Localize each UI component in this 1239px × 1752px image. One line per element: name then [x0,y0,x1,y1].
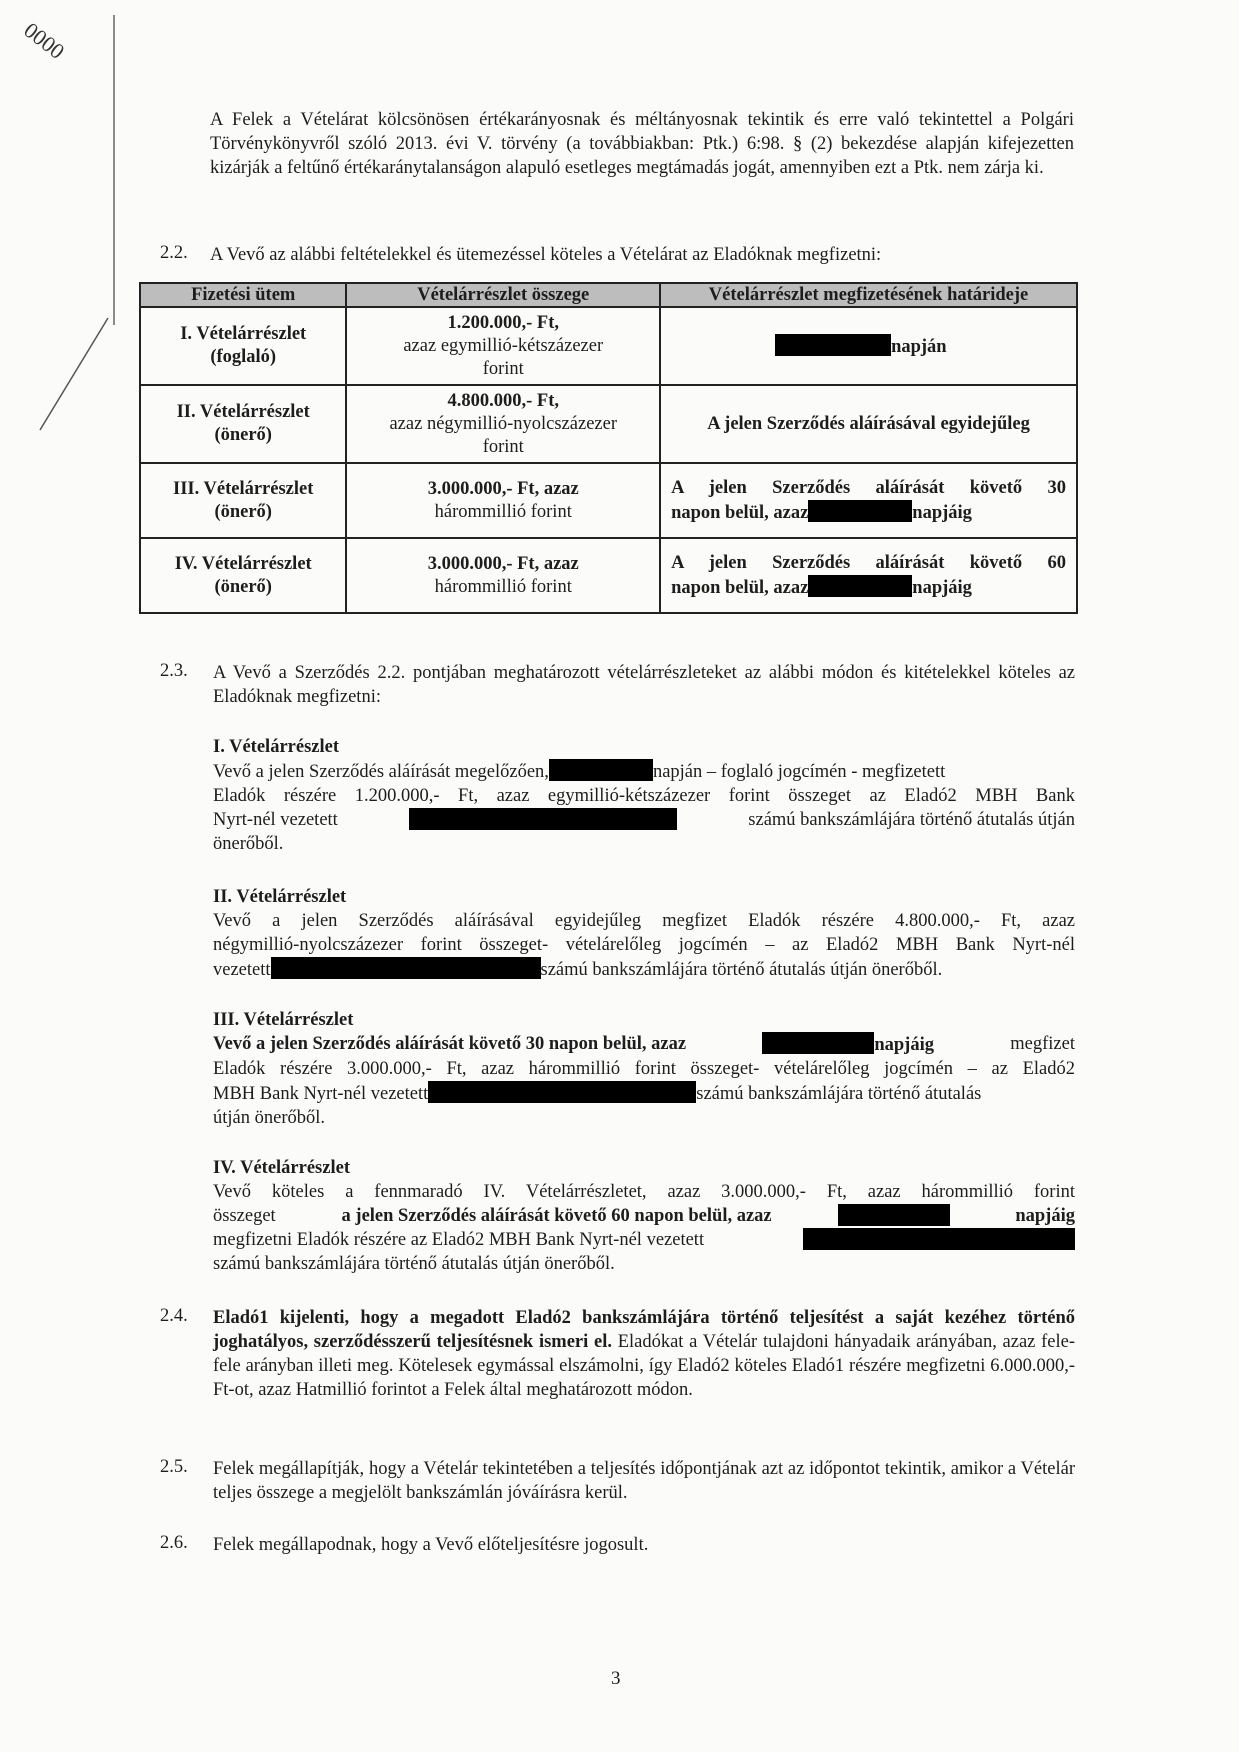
redacted-account-number [271,957,541,979]
intro-paragraph: A Felek a Vételárat kölcsönösen értékarányosnak és méltányosnak tekintik és erre való tekintettel a Polgári Törvénykönyvről szóló 2013. évi V. törvény (a továbbiakban: Ptk.) 6:98. § (2) bekezdése alapján kifejezetten kizárják a feltűnő értékaránytalanságon alapuló esetleges megtámadás jogát, amennyiben ezt a Ptk. nem zárja ki. [210,110,1074,178]
redacted-date [808,575,912,597]
installment-2-text: vezetett [213,960,271,980]
margin-scan-line [0,0,140,600]
installment-2-text: Vevő a jelen Szerződés aláírásával egyidejűleg megfizet Eladók részére 4.800.000,- Ft, azaz [213,911,1075,931]
term-label: I. Vételárrészlet [180,324,307,344]
section-2-2-text: A Vevő az alábbi feltételekkel és ütemezéssel köteles a Vételárat az Eladóknak megfizetni: [210,245,882,265]
redacted-date [838,1204,950,1226]
installment-4-text: megfizetni Eladók részére az Eladó2 MBH Bank Nyrt-nél vezetett [213,1230,705,1250]
installment-3-text: megfizet [1010,1034,1075,1054]
table-row [140,307,1077,385]
term-cell [140,385,346,463]
section-2-4-rest: Eladókat a Vételár tulajdoni hányadaik arányában, azaz fele-fele arányban illeti meg. Kötelesek egymással elszámolni, így Eladó2 köteles Eladó1 részére megfizetni 6.000.000,- Ft-ot, azaz Hatmillió forintot a Felek által meghatározott módon. [213,1332,1075,1400]
payment-schedule-table [139,282,1078,614]
header-installment-deadline: Vételárrészlet megfizetésének határideje [660,283,1077,307]
installment-4-text: számú bankszámlájára történő átutalás útján önerőből. [213,1254,615,1274]
table-row [140,385,1077,463]
installment-1-heading: I. Vételárrészlet [213,737,340,757]
term-label: II. Vételárrészlet [176,402,310,422]
redacted-date [549,759,653,781]
redacted-account-number [409,808,677,830]
deadline-line-2: napon belül, azaz [671,502,809,523]
deadline-cell [660,307,1077,385]
term-type: (önerő) [214,501,272,522]
amount-cell [346,538,660,613]
installment-1-text: önerőből. [213,834,284,854]
amount-words: azaz négymillió-nyolcszázezer [389,413,617,434]
term-type: (önerő) [214,576,272,597]
installment-1-text: Vevő a jelen Szerződés aláírását megelőzően, [213,762,549,782]
section-2-4-text [213,1306,1075,1402]
section-number-2-6: 2.6. [160,1533,188,1553]
installment-3-text: Eladók részére 3.000.000,- Ft, azaz hárommillió forint összeget- vételárelőleg jogcímén – az Eladó2 [213,1059,1075,1079]
redacted-date [775,334,891,356]
section-2-5-text: Felek megállapítják, hogy a Vételár tekintetében a teljesítés időpontjának azt az időpontot tekintik, amikor a Vételár teljes összege a megjelölt bankszámlán jóváírásra kerül. [213,1459,1075,1503]
table-row [140,538,1077,613]
deadline-line-1: A jelen Szerződés aláírását követő 60 [671,552,1066,573]
redacted-account-number [803,1228,1075,1250]
installment-1-text: Nyrt-nél vezetett [213,810,338,830]
installment-3-text: Vevő a jelen Szerződés aláírását követő 30 napon belül, azaz [213,1034,687,1054]
amount-value: 3.000.000,- Ft, azaz [427,553,579,574]
amount-cell [346,463,660,538]
amount-value: 4.800.000,- Ft, [447,390,559,411]
redacted-account-number [428,1081,696,1103]
installment-3-text: útján önerőből. [213,1108,326,1128]
redacted-date [808,500,912,522]
term-label: III. Vételárrészlet [173,478,314,499]
installment-4-heading: IV. Vételárrészlet [213,1158,350,1178]
installment-4-text: Vevő köteles a fennmaradó IV. Vételárrészletet, azaz 3.000.000,- Ft, azaz hárommillió forint [213,1182,1075,1202]
amount-cell [346,307,660,385]
amount-value: 3.000.000,- Ft, azaz [427,478,579,499]
term-cell [140,307,346,385]
installment-3-text: napjáig [874,1035,934,1055]
installment-1-block [213,735,1075,856]
amount-value: 1.200.000,- Ft, [447,312,559,333]
amount-words: azaz egymillió-kétszázezer [403,335,604,356]
term-type: (foglaló) [210,347,277,367]
term-label: IV. Vételárrészlet [174,553,312,574]
page-number: 3 [611,1668,621,1689]
installment-3-text: számú bankszámlájára történő átutalás [696,1084,982,1104]
installment-4-text: a jelen Szerződés aláírását követő 60 napon belül, azaz [341,1206,772,1226]
deadline-line-1: A jelen Szerződés aláírását követő 30 [671,477,1066,498]
section-2-6-text: Felek megállapodnak, hogy a Vevő előteljesítésre jogosult. [213,1535,649,1555]
deadline-text: napján [891,336,947,357]
term-cell [140,538,346,613]
deadline-cell [660,463,1077,538]
section-number-2-5: 2.5. [160,1457,188,1477]
installment-1-text: Eladók részére 1.200.000,- Ft, azaz egymillió-kétszázezer forint összeget az Eladó2 MBH Bank [213,786,1075,806]
installment-3-text: MBH Bank Nyrt-nél vezetett [213,1084,429,1104]
amount-words-cont: forint [482,436,524,457]
section-number-2-2: 2.2. [160,243,188,263]
installment-4-text: napjáig [1015,1206,1075,1226]
term-cell [140,463,346,538]
installment-4-text: összeget [213,1206,276,1226]
header-installment-amount: Vételárrészlet összege [346,283,660,307]
installment-3-block [213,1008,1075,1130]
deadline-cell: A jelen Szerződés aláírásával egyidejűleg [660,385,1077,463]
amount-words-cont: forint [482,358,524,379]
section-number-2-3: 2.3. [160,661,188,681]
table-row [140,463,1077,538]
table-header-row [140,283,1077,307]
section-number-2-4: 2.4. [160,1306,188,1326]
section-2-3-text: A Vevő a Szerződés 2.2. pontjában meghatározott vételárrészleteket az alábbi módon és kitételekkel köteles az Eladóknak megfizetni: [213,663,1075,707]
amount-words: hárommillió forint [434,501,572,522]
amount-cell [346,385,660,463]
deadline-suffix: napjáig [912,502,972,523]
amount-words: hárommillió forint [434,576,572,597]
redacted-date [762,1032,874,1054]
deadline-suffix: napjáig [912,577,972,598]
installment-1-text: napján – foglaló jogcímén - megfizetett [652,762,946,782]
term-type: (önerő) [214,425,272,445]
installment-4-block [213,1156,1075,1276]
deadline-cell [660,538,1077,613]
installment-2-text: négymillió-nyolcszázezer forint összeget- vételárelőleg jogcímén – az Eladó2 MBH Bank Nyrt-nél [213,935,1075,955]
header-payment-term: Fizetési ütem [140,283,346,307]
corner-mark: 0000 [19,17,70,65]
installment-2-block [213,885,1075,982]
installment-2-heading: II. Vételárrészlet [213,887,347,907]
installment-1-text: számú bankszámlájára történő átutalás útján [748,810,1075,830]
installment-2-text: számú bankszámlájára történő átutalás útján önerőből. [540,960,943,980]
section-2-4-bold: Eladó1 kijelenti, hogy a megadott Eladó2 bankszámlájára történő teljesítést a saját kezéhez történő joghatályos, szerződésszerű teljesítésnek ismeri el. [213,1308,1075,1352]
deadline-line-2: napon belül, azaz [671,577,809,598]
installment-3-heading: III. Vételárrészlet [213,1010,354,1030]
